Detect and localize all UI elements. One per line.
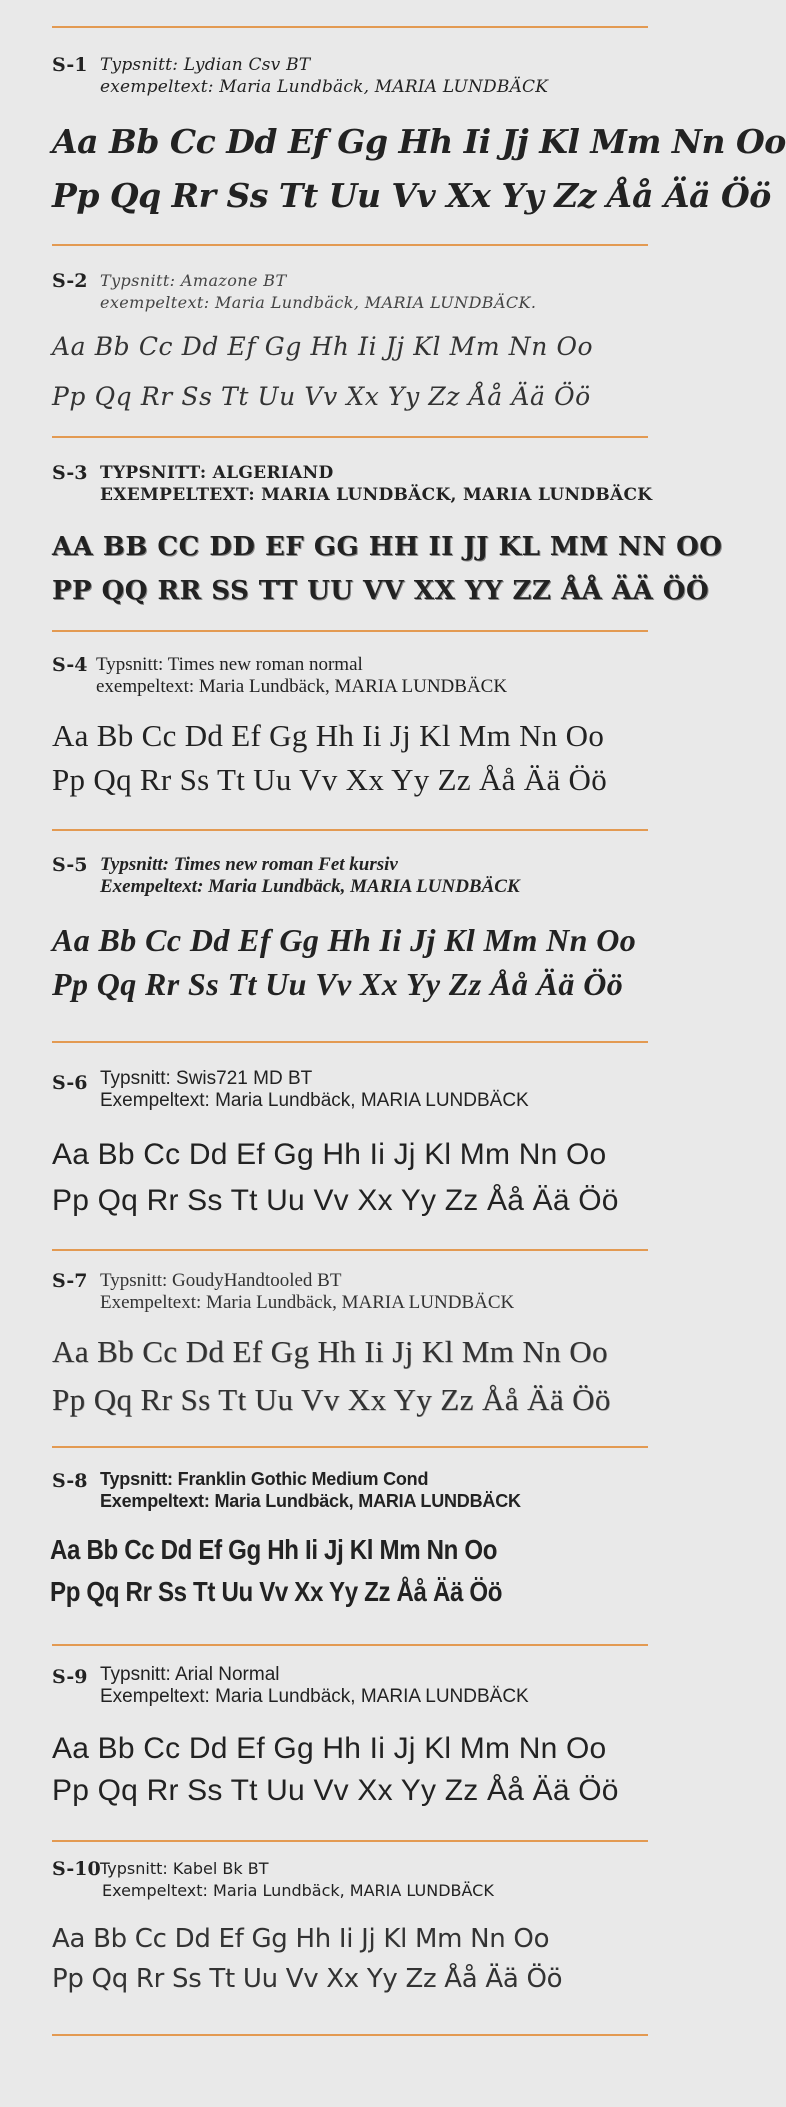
divider-s9-s10 <box>52 1840 648 1842</box>
alphabet-line-1: Aa Bb Cc Dd Ef Gg Hh Ii Jj Kl Mm Nn Oo <box>52 1138 607 1171</box>
example-text-line: exempeltext: Maria Lundbäck, MARIA LUNDBÄCK. <box>100 293 537 312</box>
alphabet-line-1: Aa Bb Cc Dd Ef Gg Hh Ii Jj Kl Mm Nn Oo <box>52 332 594 361</box>
specimen-meta <box>100 270 536 314</box>
divider-s4-s5 <box>52 829 648 831</box>
specimen-id: S-3 <box>52 462 88 484</box>
font-name-line: Typsnitt: Times new roman normal <box>96 654 363 675</box>
font-name-line: Typsnitt: Amazone BT <box>100 271 287 290</box>
alphabet-line-1: Aa Bb Cc Dd Ef Gg Hh Ii Jj Kl Mm Nn Oo <box>52 1334 608 1369</box>
font-name-line: Typsnitt: Kabel Bk BT <box>100 1859 269 1878</box>
alphabet-line-1: Aa Bb Cc Dd Ef Gg Hh Ii Jj Kl Mm Nn Oo <box>52 718 605 753</box>
specimen-meta <box>102 1858 494 1902</box>
specimen-meta <box>100 1664 529 1708</box>
alphabet-line-2: Pp Qq Rr Ss Tt Uu Vv Xx Yy Zz Åå Ää Öö <box>52 1184 619 1217</box>
example-text-line: Exempeltext: Maria Lundbäck, MARIA LUNDBÄCK <box>100 1292 515 1313</box>
specimen-id: S-10 <box>52 1858 101 1880</box>
specimen-s10 <box>52 1858 662 2018</box>
example-text-line: Exempeltext: Maria Lundbäck, MARIA LUNDBÄCK <box>102 1881 494 1900</box>
font-name-line: TYPSNITT: ALGERIAND <box>100 463 334 483</box>
alphabet-line-2: PP QQ RR SS TT UU VV XX YY ZZ ÅÅ ÄÄ ÖÖ <box>52 576 710 606</box>
specimen-id: S-5 <box>52 854 88 876</box>
font-name-line: Typsnitt: Lydian Csv BT <box>100 55 311 75</box>
font-name-line: Typsnitt: Franklin Gothic Medium Cond <box>100 1469 429 1489</box>
divider-s2-s3 <box>52 436 648 438</box>
specimen-meta <box>100 54 548 98</box>
divider-top <box>52 26 648 28</box>
specimen-meta <box>96 654 507 698</box>
alphabet-line-2: Pp Qq Rr Ss Tt Uu Vv Xx Yy Zz Åå Ää Öö <box>50 1576 503 1607</box>
specimen-s4 <box>52 654 662 814</box>
divider-s7-s8 <box>52 1446 648 1448</box>
specimen-id: S-6 <box>52 1072 88 1094</box>
alphabet-line-1: Aa Bb Cc Dd Ef Gg Hh Ii Jj Kl Mm Nn Oo <box>50 1534 498 1565</box>
specimen-s3 <box>52 462 723 612</box>
alphabet-line-1: AA BB CC DD EF GG HH II JJ KL MM NN OO <box>52 532 723 562</box>
divider-s5-s6 <box>52 1041 648 1043</box>
font-name-line: Typsnitt: Swis721 MD BT <box>100 1068 313 1089</box>
example-text-line: exempeltext: Maria Lundbäck, MARIA LUNDBÄCK <box>96 676 508 697</box>
alphabet-line-1: Aa Bb Cc Dd Ef Gg Hh Ii Jj Kl Mm Nn Oo <box>52 1924 550 1954</box>
specimen-s1 <box>52 54 786 224</box>
specimen-s5 <box>52 854 662 1024</box>
example-text-line: Exempeltext: Maria Lundbäck, MARIA LUNDBÄCK <box>100 1686 529 1707</box>
specimen-id: S-1 <box>52 54 88 76</box>
specimen-id: S-9 <box>52 1666 88 1688</box>
example-text-line: EXEMPELTEXT: MARIA LUNDBÄCK, MARIA LUNDBÄCK <box>100 485 653 505</box>
alphabet-line-2: Pp Qq Rr Ss Tt Uu Vv Xx Yy Zz Åå Ää Öö <box>52 1774 619 1807</box>
specimen-s2 <box>52 270 662 420</box>
alphabet-line-2: Pp Qq Rr Ss Tt Uu Vv Xx Yy Zz Åå Ää Öö <box>52 1382 611 1417</box>
divider-s3-s4 <box>52 630 648 632</box>
alphabet-line-2: Pp Qq Rr Ss Tt Uu Vv Xx Yy Zz Åå Ää Öö <box>52 176 771 215</box>
specimen-id: S-8 <box>52 1470 88 1492</box>
alphabet-line-2: Pp Qq Rr Ss Tt Uu Vv Xx Yy Zz Åå Ää Öö <box>52 382 591 411</box>
font-name-line: Typsnitt: Times new roman Fet kursiv <box>100 854 398 875</box>
specimen-s6 <box>52 1068 662 1238</box>
alphabet-line-1: Aa Bb Cc Dd Ef Gg Hh Ii Jj Kl Mm Nn Oo <box>52 922 637 958</box>
alphabet-line-1: Aa Bb Cc Dd Ef Gg Hh Ii Jj Kl Mm Nn Oo <box>52 1732 607 1765</box>
specimen-meta <box>100 1068 529 1112</box>
specimen-id: S-4 <box>52 654 88 676</box>
divider-bottom <box>52 2034 648 2036</box>
specimen-meta <box>100 854 520 898</box>
specimen-meta <box>100 462 652 506</box>
font-name-line: Typsnitt: GoudyHandtooled BT <box>100 1270 342 1291</box>
font-name-line: Typsnitt: Arial Normal <box>100 1664 280 1685</box>
example-text-line: Exempeltext: Maria Lundbäck, MARIA LUNDBÄCK <box>100 1491 521 1511</box>
divider-s6-s7 <box>52 1249 648 1251</box>
alphabet-line-2: Pp Qq Rr Ss Tt Uu Vv Xx Yy Zz Åå Ää Öö <box>52 966 624 1002</box>
specimen-s9 <box>52 1664 662 1824</box>
specimen-meta <box>100 1270 514 1314</box>
specimen-id: S-2 <box>52 270 88 292</box>
specimen-s8 <box>52 1468 662 1628</box>
divider-s8-s9 <box>52 1644 648 1646</box>
alphabet-line-1: Aa Bb Cc Dd Ef Gg Hh Ii Jj Kl Mm Nn Oo <box>52 122 786 161</box>
example-text-line: Exempeltext: Maria Lundbäck, MARIA LUNDBÄCK <box>100 1090 529 1111</box>
specimen-meta <box>100 1468 521 1512</box>
specimen-id: S-7 <box>52 1270 88 1292</box>
divider-s1-s2 <box>52 244 648 246</box>
specimen-s7 <box>52 1270 662 1430</box>
example-text-line: Exempeltext: Maria Lundbäck, MARIA LUNDBÄCK <box>100 876 520 897</box>
example-text-line: exempeltext: Maria Lundbäck, MARIA LUNDBÄCK <box>100 77 549 97</box>
alphabet-line-2: Pp Qq Rr Ss Tt Uu Vv Xx Yy Zz Åå Ää Öö <box>52 1964 563 1994</box>
alphabet-line-2: Pp Qq Rr Ss Tt Uu Vv Xx Yy Zz Åå Ää Öö <box>52 762 608 797</box>
